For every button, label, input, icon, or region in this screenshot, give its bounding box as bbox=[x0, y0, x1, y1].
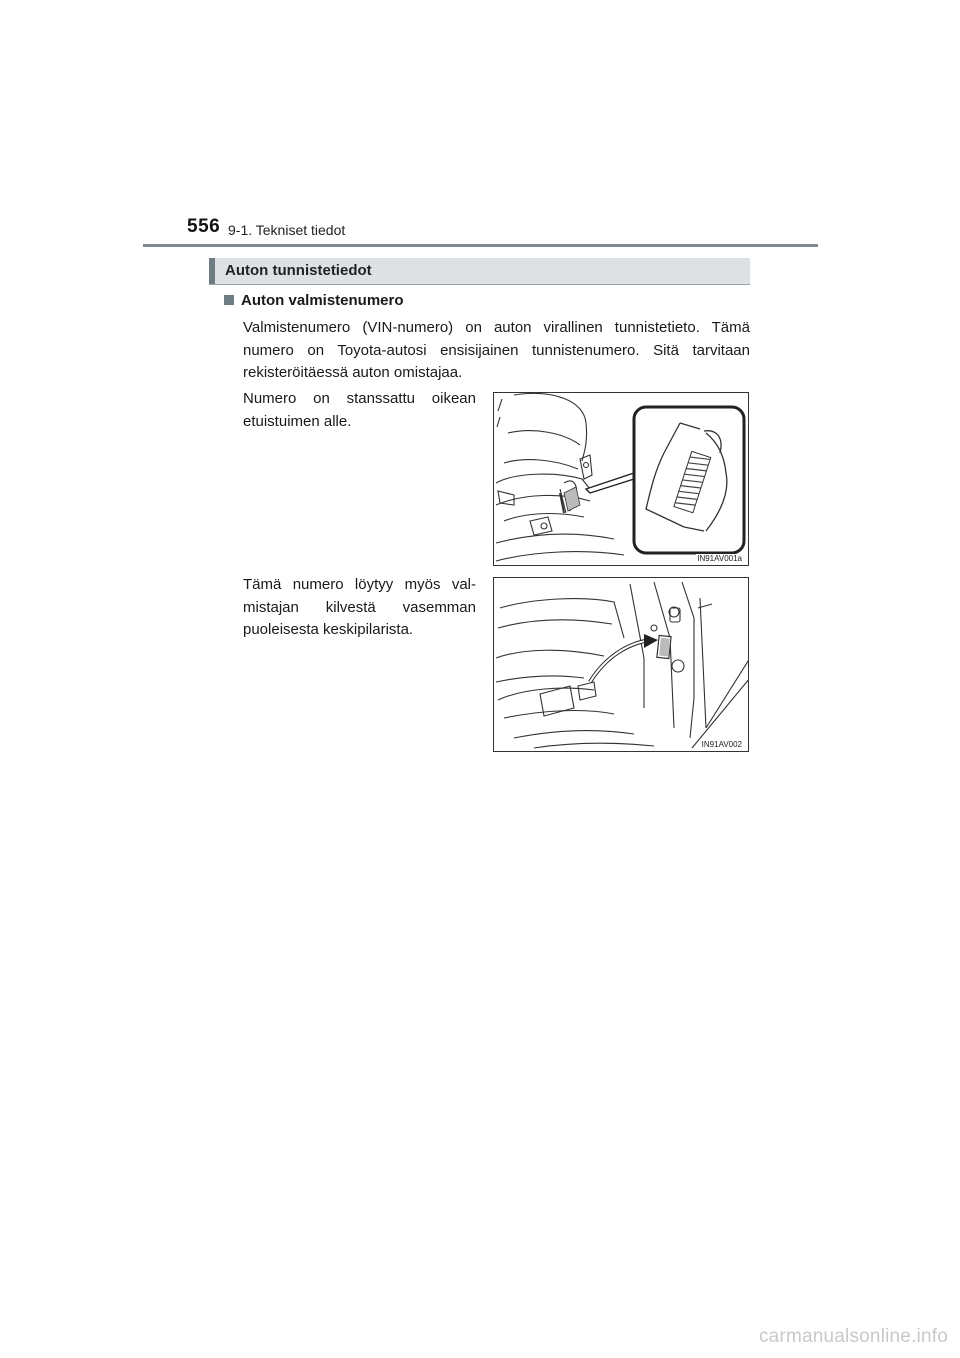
page-number: 556 bbox=[187, 216, 221, 237]
subsection-heading bbox=[224, 292, 404, 309]
vin-paragraph: Valmistenumero (VIN-numero) on auton virallinen tunnistetieto. Tämä numero on Toyota-autosi ensisijainen tunnistenumero. Sitä tarvitaan rekisteröitäessä auton omistajaa. bbox=[243, 319, 750, 381]
section-heading bbox=[209, 258, 750, 285]
figure-2-pillar-illustration bbox=[493, 577, 749, 752]
header-rule bbox=[143, 244, 818, 247]
bullet-square-icon bbox=[224, 295, 234, 305]
watermark: carmanualsonline.info bbox=[758, 1326, 948, 1347]
section-accent bbox=[209, 258, 215, 284]
figure-2-caption: Tämä numero löytyy myös val-mistajan kilvestä vasemman puoleisesta keskipilarista. bbox=[243, 576, 476, 638]
figure-1-seat-illustration bbox=[493, 392, 749, 566]
section-title: Auton tunnistetiedot bbox=[225, 262, 372, 279]
figure-1-caption: Numero on stanssattu oikean etuistuimen alle. bbox=[243, 390, 476, 430]
chapter-title: 9-1. Tekniset tiedot bbox=[228, 222, 346, 238]
figure-2-code: IN91AV002 bbox=[701, 740, 742, 749]
seat-vin-illustration bbox=[494, 393, 749, 566]
subsection-title: Auton valmistenumero bbox=[241, 292, 404, 309]
figure-1-code: IN91AV001a bbox=[697, 554, 742, 563]
pillar-plate-illustration bbox=[494, 578, 749, 752]
